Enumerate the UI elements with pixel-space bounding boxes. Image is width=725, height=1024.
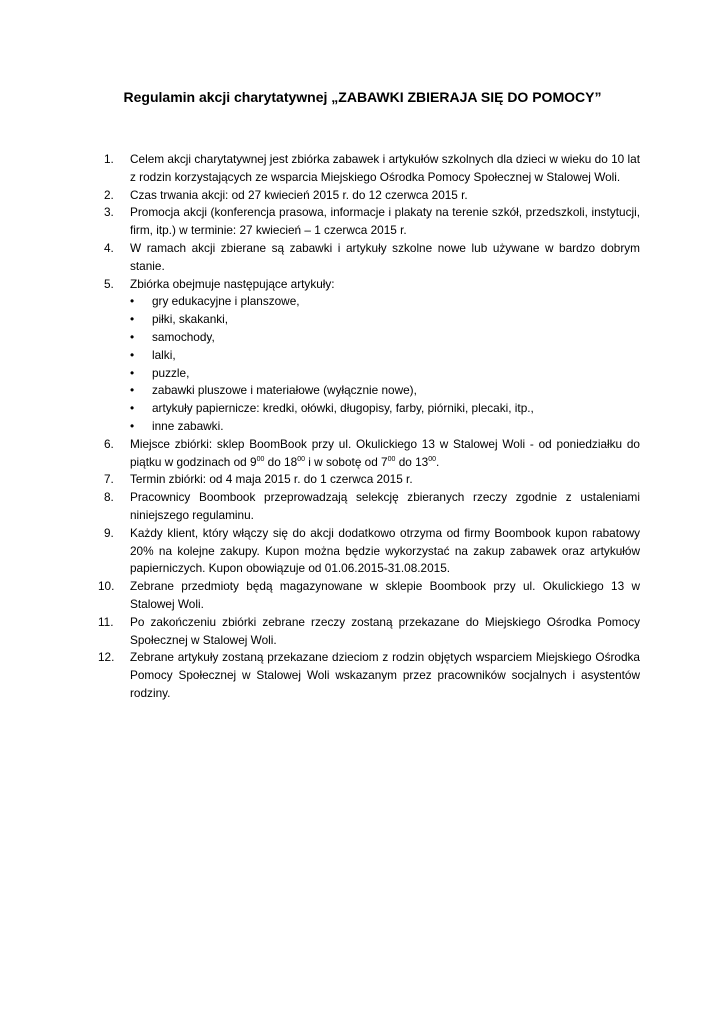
bullet-item [104, 347, 640, 365]
item-text [130, 436, 640, 472]
list-item [104, 436, 640, 472]
list-item [104, 240, 640, 276]
bullet-item [104, 329, 640, 347]
item-number: 5. [104, 276, 114, 291]
list-item [104, 525, 640, 578]
bullet-icon: • [130, 329, 135, 344]
bullet-icon: • [130, 365, 135, 380]
bullet-icon: • [130, 383, 135, 398]
item-text: Czas trwania akcji: od 27 kwiecień 2015 r. do 12 czerwca 2015 r. [130, 187, 468, 202]
bullet-item [104, 293, 640, 311]
item-number: 9. [104, 525, 114, 540]
item-text: Celem akcji charytatywnej jest zbiórka zabawek i artykułów szkolnych dla dzieci w wieku do 10 lat z rodzin korzystających ze wsparcia Miejskiego Ośrodka Pomocy Społecznej w Stalowej Woli. [130, 152, 640, 184]
bullet-item [104, 418, 640, 436]
item-number: 8. [104, 490, 114, 505]
bullet-item [104, 311, 640, 329]
articles-bullet-list [104, 293, 640, 435]
item-text: Zebrane artykuły zostaną przekazane dzieciom z rodzin objętych wsparciem Miejskiego Ośrodka Pomocy Społecznej w Stalowej Woli wskazanym przez pracowników socjalnych i asystentów rodziny. [130, 650, 640, 700]
superscript: 00 [297, 455, 305, 463]
item-number: 2. [104, 187, 114, 202]
item-text-part: do 18 [264, 454, 298, 469]
bullet-item [104, 400, 640, 418]
bullet-item [104, 382, 640, 400]
item-number: 3. [104, 205, 114, 220]
item-text: Zbiórka obejmuje następujące artykuły: [130, 276, 335, 291]
item-number: 12. [98, 650, 115, 665]
list-item [104, 151, 640, 187]
bullet-text: piłki, skakanki, [152, 312, 229, 327]
bullet-text: zabawki pluszowe i materiałowe (wyłącznie nowe), [152, 383, 417, 398]
list-item [104, 187, 640, 205]
list-item [98, 578, 640, 614]
bullet-item [104, 365, 640, 383]
document-title: Regulamin akcji charytatywnej „ZABAWKI ZBIERAJA SIĘ DO POMOCY” [123, 89, 602, 105]
item-number: 11. [98, 614, 114, 629]
item-text-part: i w sobotę od 7 [304, 454, 388, 469]
item-text-part: do 13 [395, 454, 429, 469]
superscript: 00 [428, 455, 437, 463]
bullet-text: inne zabawki. [152, 418, 224, 433]
list-item [104, 204, 640, 240]
bullet-icon: • [130, 294, 135, 309]
superscript: 00 [256, 455, 265, 463]
item-text-part: . [436, 454, 440, 469]
bullet-icon: • [130, 418, 135, 433]
superscript: 00 [387, 455, 396, 463]
bullet-text: puzzle, [152, 365, 190, 380]
bullet-text: samochody, [152, 329, 215, 344]
bullet-text: lalki, [152, 347, 176, 362]
item-text: Po zakończeniu zbiórki zebrane rzeczy zostaną przekazane do Miejskiego Ośrodka Pomocy Społecznej w Stalowej Woli. [130, 614, 640, 647]
bullet-text: artykuły papiernicze: kredki, ołówki, długopisy, farby, piórniki, plecaki, itp., [152, 401, 534, 416]
bullet-text: gry edukacyjne i planszowe, [152, 294, 300, 309]
item-text: Termin zbiórki: od 4 maja 2015 r. do 1 czerwca 2015 r. [130, 472, 413, 487]
rules-list [98, 151, 640, 703]
item-number: 4. [104, 240, 114, 255]
item-text: Każdy klient, który włączy się do akcji dodatkowo otrzyma od firmy Boombook kupon rabatowy 20% na kolejne zakupy. Kupon można będzie wykorzystać na zakup zabawek oraz artykułów papierniczych. Kupon obowiązuje od 01.06.2015-31.08.2015. [130, 525, 640, 576]
bullet-icon: • [130, 312, 135, 327]
list-item [98, 649, 640, 702]
item-text: Pracownicy Boombook przeprowadzają selekcję zbieranych rzeczy zgodnie z ustaleniami niniejszego regulaminu. [130, 490, 640, 522]
list-item [104, 489, 640, 525]
item-number: 1. [104, 152, 114, 166]
item-text: W ramach akcji zbierane są zabawki i artykuły szkolne nowe lub używane w bardzo dobrym stanie. [130, 240, 640, 273]
list-item [104, 471, 640, 489]
item-text-part: Miejsce zbiórki: sklep BoomBook przy ul. Okulickiego 13 w Stalowej Woli - od poniedziałku do piątku w godzinach od 9 [130, 436, 640, 469]
item-text: Promocja akcji (konferencja prasowa, informacje i plakaty na terenie szkół, przedszkoli, instytucji, firm, itp.) w terminie: 27 kwiecień – 1 czerwca 2015 r. [130, 205, 640, 238]
bullet-icon: • [130, 401, 135, 416]
bullet-icon: • [130, 347, 135, 362]
list-item [98, 614, 640, 650]
item-number: 10. [98, 579, 115, 594]
item-number: 7. [104, 472, 114, 487]
item-number: 6. [104, 436, 114, 451]
item-text: Zebrane przedmioty będą magazynowane w sklepie Boombook przy ul. Okulickiego 13 w Stalowej Woli. [130, 579, 640, 611]
list-item [104, 276, 640, 294]
